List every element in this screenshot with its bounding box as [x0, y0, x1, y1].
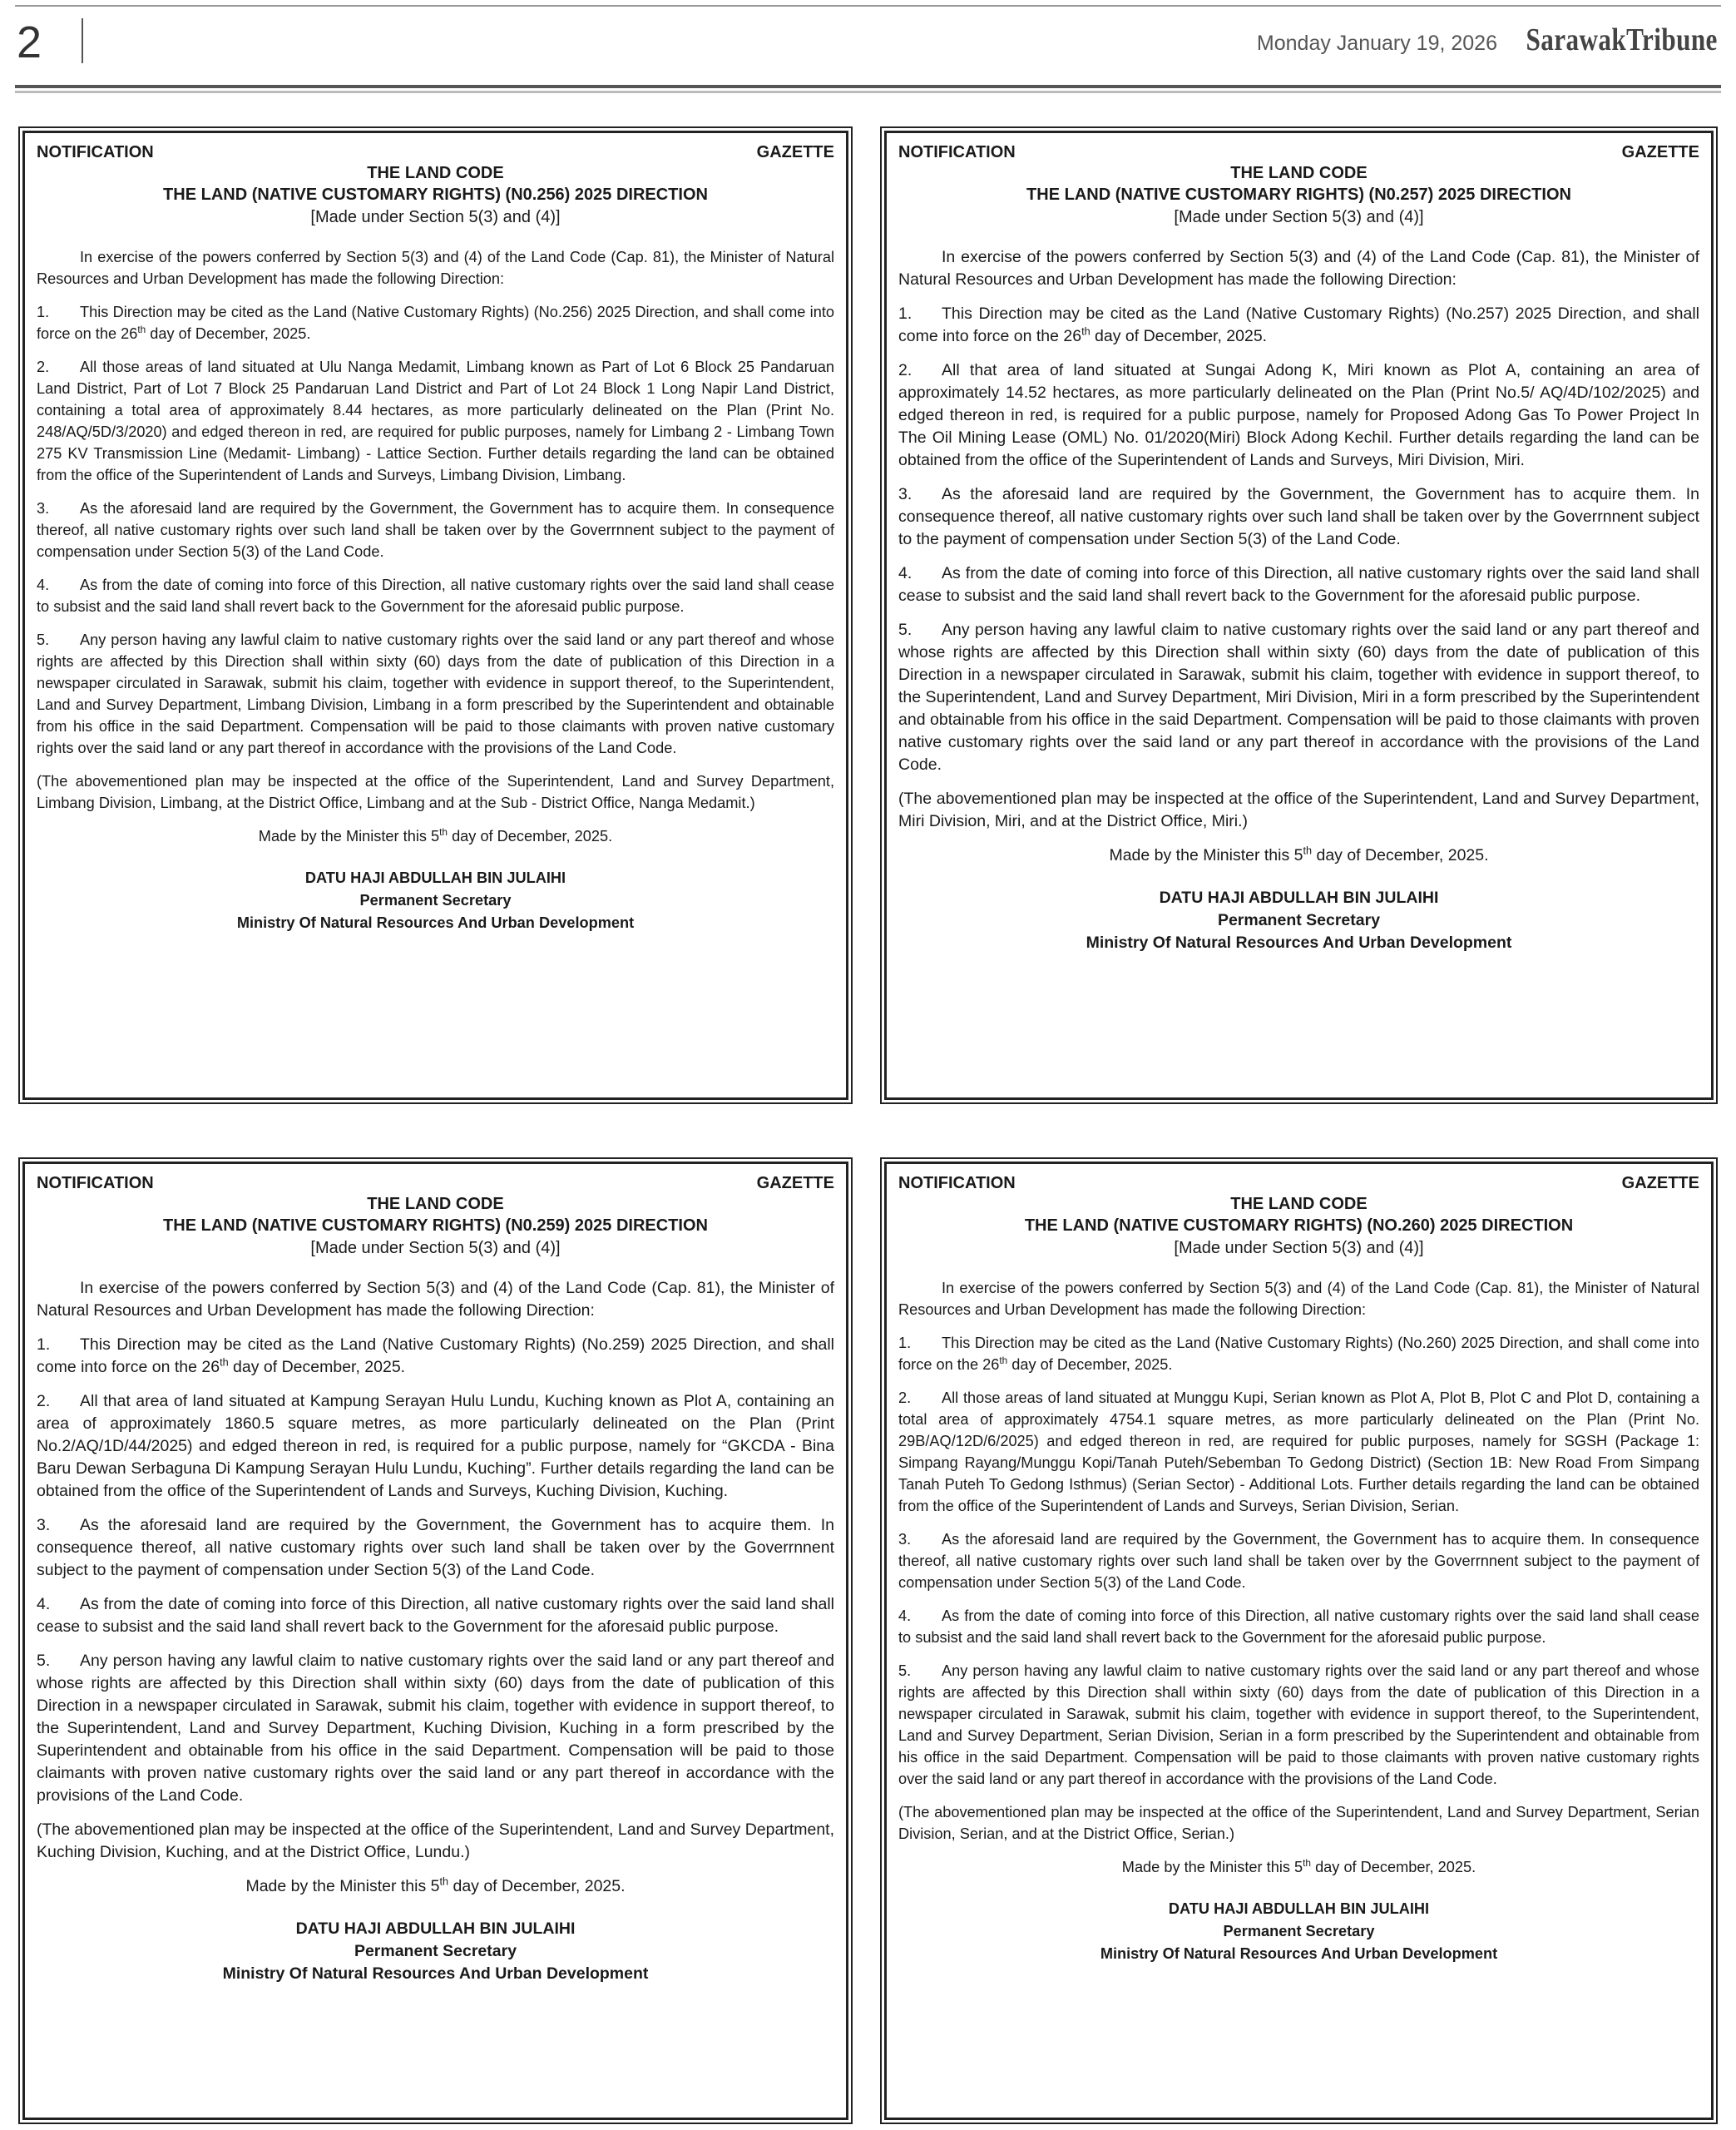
intro-paragraph: In exercise of the powers conferred by Section 5(3) and (4) of the Land Code (Cap. 81), the Minister of Natural Resources and Urban Development has made the following Direction:: [898, 1280, 1699, 1318]
paragraph-text: As from the date of coming into force of this Direction, all native customary rights over the said land shall cease to subsist and the said land shall revert back to the Government for the aforesaid public purpose.: [37, 577, 834, 615]
superscript: th: [439, 825, 448, 838]
made-under-line: [Made under Section 5(3) and (4)]: [1174, 208, 1424, 226]
land-code-title: THE LAND CODE: [367, 164, 504, 182]
header-rule-secondary: [15, 91, 1721, 93]
paragraph-text: As the aforesaid land are required by the Government, the Government has to acquire them. In consequence thereof, all native customary rights over such land shall be taken over by the Goverrnnent subject to the payment of compensation under Section 5(3) of the Land Code.: [37, 1516, 834, 1579]
made-by-text: day of December, 2025.: [1312, 846, 1489, 864]
issue-date: Monday January 19, 2026: [1256, 32, 1497, 55]
signer-title: Permanent Secretary: [1217, 911, 1381, 929]
paragraph-text: day of December, 2025.: [228, 1358, 406, 1376]
superscript: th: [1081, 325, 1091, 338]
ministry-name: Ministry Of Natural Resources And Urban Development: [236, 914, 635, 931]
signer-name: DATU HAJI ABDULLAH BIN JULAIHI: [295, 1919, 576, 1938]
notification-label: NOTIFICATION: [898, 143, 1016, 161]
made-by-text: day of December, 2025.: [1311, 1859, 1476, 1875]
notice-body: [22, 1162, 848, 2120]
signature-block: [898, 1898, 1699, 1965]
paragraph-text: As the aforesaid land are required by the Government, the Government has to acquire them. In consequence thereof, all native customary rights over such land shall be taken over by the Goverrnnent subject to the payment of compensation under Section 5(3) of the Land Code.: [37, 500, 834, 560]
paragraph-3: [898, 1528, 1699, 1593]
paragraph-text: day of December, 2025.: [1090, 327, 1268, 345]
paragraph-text: As from the date of coming into force of this Direction, all native customary rights over the said land shall cease to subsist and the said land shall revert back to the Government for the aforesaid public purpose.: [898, 1607, 1699, 1646]
paragraph-1: [898, 1332, 1699, 1375]
made-by-text: Made by the Minister this 5: [245, 1877, 440, 1895]
inspection-note: (The abovementioned plan may be inspected at the office of the Superintendent, Land and Survey Department, Serian Division, Serian, and at the District Office, Serian.): [898, 1804, 1699, 1842]
paragraph-text: This Direction may be cited as the Land (Native Customary Rights) (No.259) 2025 Direction, and shall come into force on the 26: [37, 1335, 834, 1376]
direction-title: THE LAND (NATIVE CUSTOMARY RIGHTS) (N0.259) 2025 DIRECTION: [163, 1216, 708, 1235]
notice-head-row: [898, 141, 1699, 163]
paragraph-text: This Direction may be cited as the Land (Native Customary Rights) (No.257) 2025 Direction, and shall come into force on the 26: [898, 305, 1699, 345]
paragraph-text: As the aforesaid land are required by the Government, the Government has to acquire them. In consequence thereof, all native customary rights over such land shall be taken over by the Goverrnnent subject to the payment of compensation under Section 5(3) of the Land Code.: [898, 1531, 1699, 1591]
paragraph-text: As from the date of coming into force of this Direction, all native customary rights over the said land shall cease to subsist and the said land shall revert back to the Government for the aforesaid public purpose.: [898, 564, 1699, 605]
paragraph-text: All that area of land situated at Sungai Adong K, Miri known as Plot A, containing an area of approximately 14.52 hectares, as more particularly delineated on the Plan (Print No.5/ AQ/4D/102/2025) and edged thereon in red, is required for a public purpose, namely for Proposed Adong Gas To Power Project In The Oil Mining Lease (OML) No. 01/2020(Miri) Block Adong Kechil. Further details regarding the land can be obtained from the office of the Superintendent of Lands and Surveys, Miri Division, Miri.: [898, 361, 1699, 469]
paragraph-number: 5.: [898, 1662, 912, 1679]
paragraph-3: [37, 498, 834, 562]
paragraph-number: 5.: [37, 632, 50, 648]
page-number-divider: [82, 18, 83, 63]
paragraph-4: [898, 1605, 1699, 1648]
paragraph-text: day of December, 2025.: [146, 325, 311, 342]
paragraph-2: [898, 359, 1699, 472]
paragraph-text: day of December, 2025.: [1007, 1356, 1173, 1373]
notice-body: [22, 131, 848, 1100]
made-by-text: day of December, 2025.: [448, 1877, 626, 1895]
paragraph-number: 1.: [37, 1335, 51, 1354]
paragraph-number: 3.: [37, 1516, 51, 1534]
paragraph-3: [898, 483, 1699, 551]
paragraph-4: [898, 562, 1699, 607]
paragraph-1: [37, 1334, 834, 1379]
intro-paragraph: In exercise of the powers conferred by Section 5(3) and (4) of the Land Code (Cap. 81), the Minister of Natural Resources and Urban Development has made the following Direction:: [37, 249, 834, 287]
made-by-text: Made by the Minister this 5: [1121, 1859, 1303, 1875]
paragraph-2: [37, 356, 834, 486]
paragraph-text: This Direction may be cited as the Land (Native Customary Rights) (No.256) 2025 Direction, and shall come into force on the 26: [37, 304, 834, 342]
page-number: 2: [17, 17, 42, 67]
paragraph-5: [37, 629, 834, 759]
signature-block: [37, 867, 834, 934]
paragraph-number: 3.: [898, 1531, 912, 1548]
made-by-line: [898, 845, 1699, 867]
page-header: [0, 0, 1736, 93]
paragraph-text: Any person having any lawful claim to native customary rights over the said land or any part thereof and whose rights are affected by this Direction shall within sixty (60) days from the date of publication of this Direction in a newspaper circulated in Sarawak, submit his claim, together with evidence in support thereof, to the Superintendent, Land and Survey Department, Miri Division, Miri in a form prescribed by the Superintendent and obtainable from his office in the said Department. Compensation will be paid to those claimants with proven native customary rights over the said land or any part thereof in accordance with the provisions of the Land Code.: [898, 621, 1699, 774]
notice-head-row: [37, 141, 834, 163]
notification-label: NOTIFICATION: [37, 143, 154, 161]
paragraph-text: All those areas of land situated at Munggu Kupi, Serian known as Plot A, Plot B, Plot C and Plot D, containing a total area of approximately 4754.1 square metres, as more particularly delineated on the Plan (Print No. 29B/AQ/12D/6/2025) and edged thereon in red, are required for public purposes, namely for SGSH (Package 1: Simpang Rayang/Munggu Kopi/Tanah Puteh/Sebemban To Gedong District) (Section 1B: New Road From Simpang Tanah Puteh To Gedong Isthmus) (Serian Sector) - Additional Lots. Further details regarding the land can be obtained from the office of the Superintendent of Lands and Surveys, Serian Division, Serian.: [898, 1389, 1699, 1514]
made-by-line: [37, 825, 834, 847]
notice-256: [18, 126, 853, 1104]
superscript: th: [137, 323, 146, 335]
signer-title: Permanent Secretary: [354, 1942, 517, 1960]
superscript: th: [1303, 845, 1313, 857]
direction-title: THE LAND (NATIVE CUSTOMARY RIGHTS) (N0.256) 2025 DIRECTION: [163, 186, 708, 204]
superscript: th: [439, 1875, 449, 1888]
paragraph-3: [37, 1514, 834, 1582]
gazette-label: GAZETTE: [756, 143, 834, 161]
made-under-line: [Made under Section 5(3) and (4)]: [310, 1239, 561, 1257]
signer-name: DATU HAJI ABDULLAH BIN JULAIHI: [1159, 889, 1439, 907]
paragraph-number: 1.: [898, 305, 913, 323]
inspection-note: (The abovementioned plan may be inspected at the office of the Superintendent, Land and Survey Department, Miri Division, Miri, and at the District Office, Miri.): [898, 790, 1699, 830]
notice-head-row: [37, 1172, 834, 1194]
paragraph-number: 2.: [37, 359, 50, 375]
paragraph-number: 4.: [37, 577, 50, 593]
paragraph-number: 4.: [898, 1607, 912, 1624]
intro-paragraph: In exercise of the powers conferred by Section 5(3) and (4) of the Land Code (Cap. 81), the Minister of Natural Resources and Urban Development has made the following Direction:: [37, 1279, 834, 1320]
paragraph-1: [37, 301, 834, 344]
paragraph-5: [898, 619, 1699, 776]
paragraph-5: [37, 1650, 834, 1807]
land-code-title: THE LAND CODE: [367, 1195, 504, 1213]
paragraph-text: As the aforesaid land are required by the Government, the Government has to acquire them. In consequence thereof, all native customary rights over such land shall be taken over by the Goverrnnent subject to the payment of compensation under Section 5(3) of the Land Code.: [898, 485, 1699, 548]
notice-head-row: [898, 1172, 1699, 1194]
paragraph-1: [898, 303, 1699, 348]
made-by-text: Made by the Minister this 5: [258, 828, 440, 845]
paragraph-number: 1.: [37, 304, 50, 320]
inspection-note: (The abovementioned plan may be inspected at the office of the Superintendent, Land and Survey Department, Kuching Division, Kuching, and at the District Office, Lundu.): [37, 1820, 835, 1861]
paragraph-2: [37, 1390, 834, 1503]
notice-259: [18, 1157, 853, 2124]
paragraph-text: This Direction may be cited as the Land (Native Customary Rights) (No.260) 2025 Direction, and shall come into force on the 26: [898, 1335, 1699, 1373]
superscript: th: [1303, 1856, 1312, 1869]
paragraph-text: All that area of land situated at Kampung Serayan Hulu Lundu, Kuching known as Plot A, containing an area of approximately 1860.5 square metres, as more particularly delineated on the Plan (Print No.2/AQ/1D/44/2025) and edged thereon in red, is required for a public purpose, namely for “GKCDA - Bina Baru Dewan Serbaguna Di Kampung Serayan Hulu Lundu, Kuching”. Further details regarding the land can be obtained from the office of the Superintendent of Lands and Surveys, Kuching Division, Kuching.: [37, 1392, 834, 1500]
paragraph-text: Any person having any lawful claim to native customary rights over the said land or any part thereof and whose rights are affected by this Direction shall within sixty (60) days from the date of publication of this Direction in a newspaper circulated in Sarawak, submit his claim, together with evidence in support thereof, to the Superintendent, Land and Survey Department, Serian Division, Serian in a form prescribed by the Superintendent and obtainable from his office in the said Department. Compensation will be paid to those claimants with proven native customary rights over the said land or any part thereof in accordance with the provisions of the Land Code.: [898, 1662, 1699, 1787]
signature-block: [898, 887, 1699, 954]
paragraph-number: 3.: [37, 500, 50, 517]
ministry-name: Ministry Of Natural Resources And Urban Development: [222, 1964, 649, 1983]
made-under-line: [Made under Section 5(3) and (4)]: [310, 208, 561, 226]
gazette-label: GAZETTE: [1621, 1174, 1699, 1192]
signer-name: DATU HAJI ABDULLAH BIN JULAIHI: [1168, 1900, 1430, 1917]
land-code-title: THE LAND CODE: [1230, 164, 1368, 182]
paragraph-4: [37, 574, 834, 617]
made-by-text: Made by the Minister this 5: [1109, 846, 1303, 864]
paragraph-2: [898, 1387, 1699, 1517]
direction-title: THE LAND (NATIVE CUSTOMARY RIGHTS) (NO.260) 2025 DIRECTION: [1024, 1216, 1574, 1235]
notice-260: [880, 1157, 1718, 2124]
gazette-label: GAZETTE: [756, 1174, 834, 1192]
notification-label: NOTIFICATION: [898, 1174, 1016, 1192]
ministry-name: Ministry Of Natural Resources And Urban Development: [1100, 1945, 1498, 1962]
superscript: th: [220, 1356, 229, 1369]
paragraph-number: 5.: [898, 621, 913, 639]
signer-name: DATU HAJI ABDULLAH BIN JULAIHI: [304, 869, 566, 886]
ministry-name: Ministry Of Natural Resources And Urban Development: [1086, 934, 1512, 952]
notice-body: [884, 131, 1714, 1100]
paragraph-number: 2.: [898, 361, 913, 379]
paragraph-text: Any person having any lawful claim to native customary rights over the said land or any part thereof and whose rights are affected by this Direction shall within sixty (60) days from the date of publication of this Direction in a newspaper circulated in Sarawak, submit his claim, together with evidence in support thereof, to the Superintendent, Land and Survey Department, Limbang Division, Limbang in a form prescribed by the Superintendent and obtainable from his office in the said Department. Compensation will be paid to those claimants with proven native customary rights over the said land or any part thereof in accordance with the provisions of the Land Code.: [37, 632, 834, 756]
paragraph-number: 2.: [898, 1389, 912, 1406]
notification-label: NOTIFICATION: [37, 1174, 154, 1192]
paragraph-text: As from the date of coming into force of this Direction, all native customary rights over the said land shall cease to subsist and the said land shall revert back to the Government for the aforesaid public purpose.: [37, 1595, 834, 1636]
made-by-line: [37, 1875, 834, 1898]
signer-title: Permanent Secretary: [1223, 1923, 1375, 1939]
made-under-line: [Made under Section 5(3) and (4)]: [1174, 1239, 1424, 1257]
made-by-line: [898, 1856, 1699, 1878]
signer-title: Permanent Secretary: [359, 892, 512, 909]
direction-title: THE LAND (NATIVE CUSTOMARY RIGHTS) (N0.257) 2025 DIRECTION: [1026, 186, 1571, 204]
made-by-text: day of December, 2025.: [448, 828, 613, 845]
paragraph-number: 4.: [37, 1595, 51, 1613]
notice-257: [880, 126, 1718, 1104]
gazette-label: GAZETTE: [1621, 143, 1699, 161]
land-code-title: THE LAND CODE: [1230, 1195, 1368, 1213]
notice-body: [884, 1162, 1714, 2120]
superscript: th: [999, 1354, 1008, 1366]
paragraph-number: 2.: [37, 1392, 51, 1410]
intro-paragraph: In exercise of the powers conferred by Section 5(3) and (4) of the Land Code (Cap. 81), the Minister of Natural Resources and Urban Development has made the following Direction:: [898, 248, 1699, 289]
paragraph-number: 5.: [37, 1652, 51, 1670]
paragraph-text: All those areas of land situated at Ulu Nanga Medamit, Limbang known as Part of Lot 6 Block 25 Pandaruan Land District, Part of Lot 7 Block 25 Pandaruan Land District and Part of Lot 24 Block 1 Long Napir Land District, containing a total area of approximately 8.44 hectares, as more particularly delineated on the Plan (Print No. 248/AQ/5D/3/2020) and edged thereon in red, are required for public purposes, namely for Limbang 2 - Limbang Town 275 KV Transmission Line (Medamit- Limbang) - Lattice Section. Further details regarding the land can be obtained from the office of the Superintendent of Lands and Surveys, Limbang Division, Limbang.: [37, 359, 834, 483]
paragraph-5: [898, 1660, 1699, 1790]
paragraph-4: [37, 1593, 834, 1638]
paragraph-number: 3.: [898, 485, 913, 503]
top-rule: [15, 5, 1721, 7]
inspection-note: (The abovementioned plan may be inspected at the office of the Superintendent, Land and Survey Department, Limbang Division, Limbang, at the District Office, Limbang and at the Sub - District Office, Nanga Medamit.): [37, 773, 834, 811]
paragraph-number: 4.: [898, 564, 913, 582]
signature-block: [37, 1918, 834, 1985]
paragraph-text: Any person having any lawful claim to native customary rights over the said land or any part thereof and whose rights are affected by this Direction shall within sixty (60) days from the date of publication of this Direction in a newspaper circulated in Sarawak, submit his claim, together with evidence in support thereof, to the Superintendent, Land and Survey Department, Kuching Division, Kuching in a form prescribed by the Superintendent and obtainable from his office in the said Department. Compensation will be paid to those claimants with proven native customary rights over the said land or any part thereof in accordance with the provisions of the Land Code.: [37, 1652, 834, 1805]
header-rule: [15, 85, 1721, 88]
masthead-logo: SarawakTribune: [1526, 22, 1718, 57]
paragraph-number: 1.: [898, 1335, 912, 1351]
